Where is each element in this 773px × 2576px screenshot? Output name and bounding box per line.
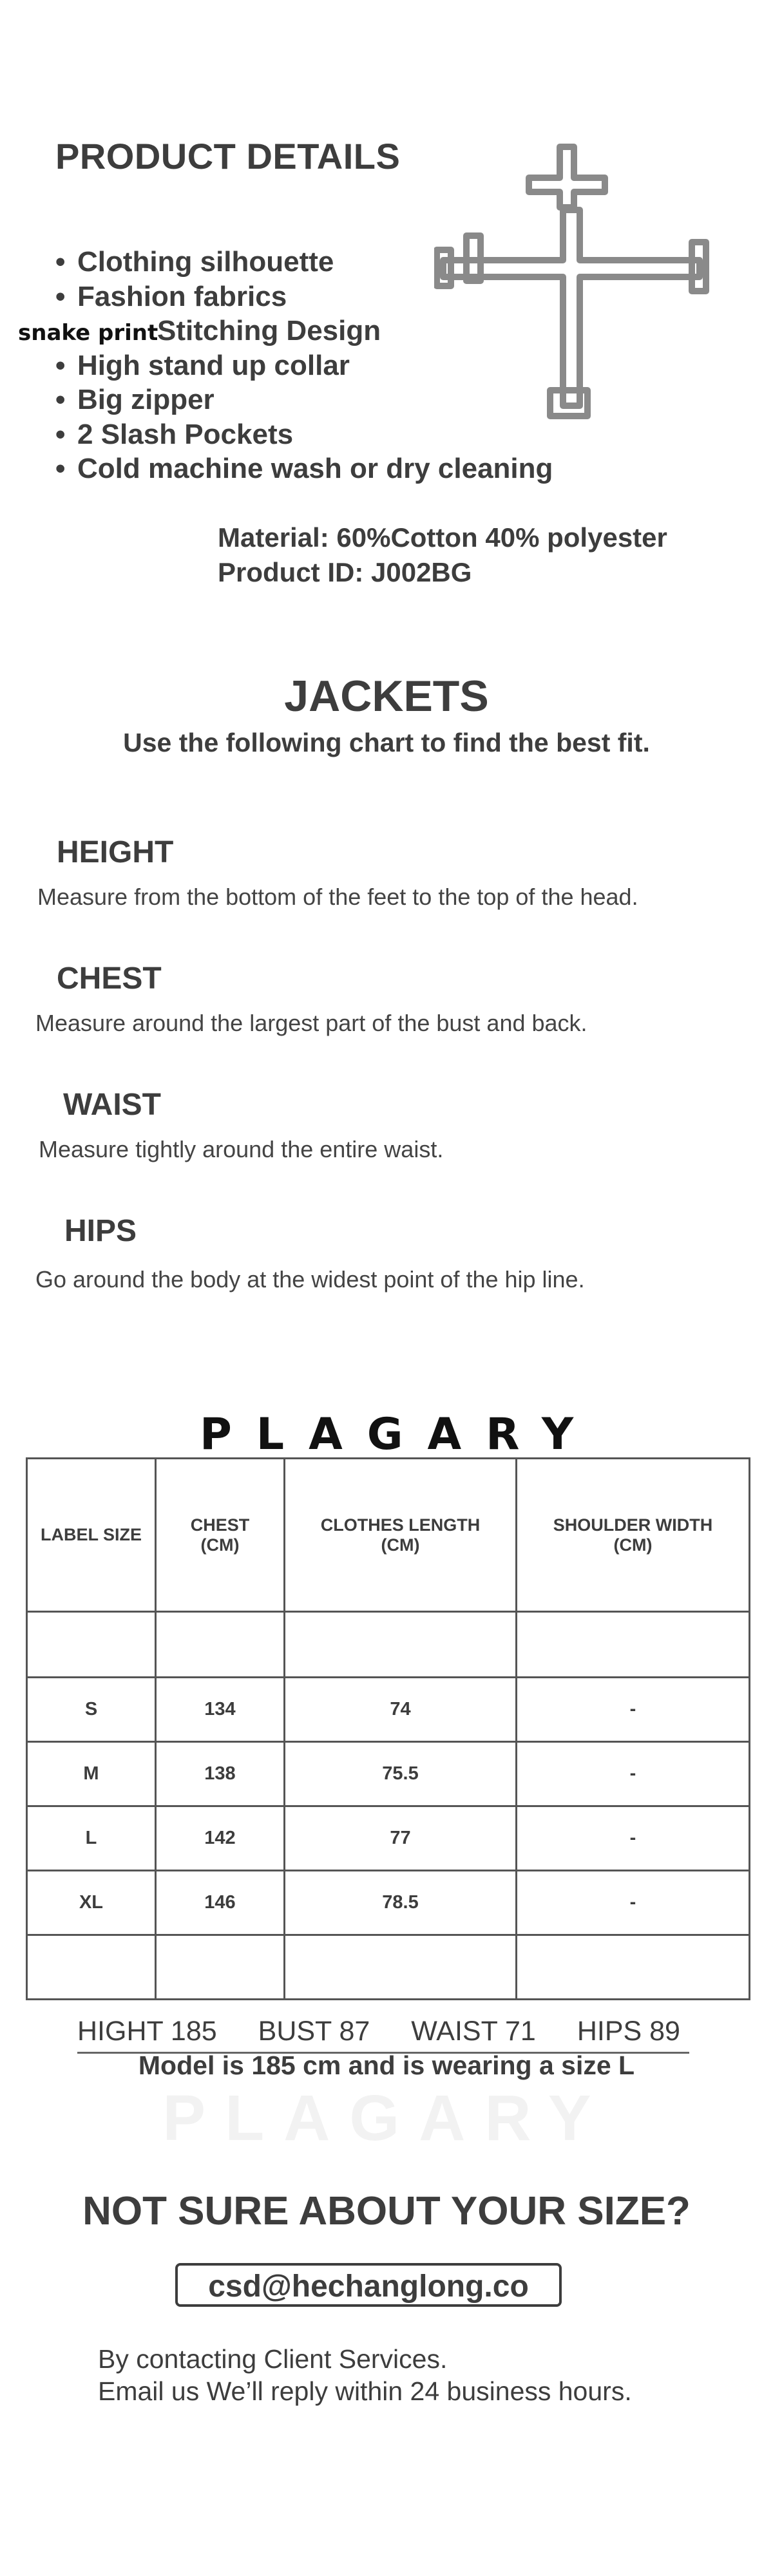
table-cell: 134	[156, 1678, 285, 1742]
measure-text-waist: Measure tightly around the entire waist.	[39, 1136, 444, 1162]
list-item: • Cold machine wash or dry cleaning	[55, 453, 553, 484]
measure-text-height: Measure from the bottom of the feet to the top of the head.	[37, 884, 638, 910]
measure-heading-chest: CHEST	[57, 961, 162, 996]
table-header-cell: LABEL SIZE	[27, 1459, 156, 1612]
table-header-cell: SHOULDER WIDTH (CM)	[517, 1459, 750, 1612]
brand-logo: PLAGARY	[199, 1409, 598, 1460]
list-item: • Fashion fabrics	[55, 280, 287, 312]
table-row	[27, 1806, 750, 1871]
email-link[interactable]: csd@hechanglong.co	[175, 2263, 562, 2307]
measure-text-chest: Measure around the largest part of the bust and back.	[35, 1010, 587, 1036]
table-cell	[27, 1612, 156, 1678]
table-cell: XL	[27, 1871, 156, 1935]
section-title: JACKETS	[284, 672, 489, 721]
table-cell: 138	[156, 1742, 285, 1806]
measure-heading-waist: WAIST	[63, 1088, 161, 1122]
size-chart-table	[26, 1457, 750, 2000]
table-cell	[285, 1935, 517, 2000]
table-cell	[517, 1612, 750, 1678]
table-cell: S	[27, 1678, 156, 1742]
double-cross-icon	[434, 139, 718, 422]
table-cell: 142	[156, 1806, 285, 1871]
table-cell	[517, 1935, 750, 2000]
table-cell	[285, 1612, 517, 1678]
measure-text-hips: Go around the body at the widest point of the hip line.	[35, 1266, 585, 1293]
material-info	[218, 520, 667, 590]
list-item: • 2 Slash Pockets	[55, 418, 294, 450]
section-subtitle: Use the following chart to find the best fit.	[123, 728, 650, 757]
table-cell: -	[517, 1806, 750, 1871]
size-help-title: NOT SURE ABOUT YOUR SIZE?	[82, 2189, 691, 2233]
list-item-label: Stitching Design	[157, 315, 381, 346]
table-cell: -	[517, 1871, 750, 1935]
table-cell: L	[27, 1806, 156, 1871]
model-note: Model is 185 cm and is wearing a size L	[138, 2050, 635, 2080]
list-item-label: High stand up collar	[77, 349, 350, 381]
table-cell: 77	[285, 1806, 517, 1871]
table-row	[27, 1742, 750, 1806]
table-cell: 78.5	[285, 1871, 517, 1935]
measure-heading-height: HEIGHT	[57, 835, 174, 869]
table-cell: 146	[156, 1871, 285, 1935]
list-item-label: 2 Slash Pockets	[77, 418, 294, 450]
list-item-label: Fashion fabrics	[77, 280, 287, 312]
table-cell: -	[517, 1742, 750, 1806]
model-height: HIGHT 185	[77, 2016, 217, 2047]
list-item: • Clothing silhouette	[55, 246, 334, 278]
table-cell: 75.5	[285, 1742, 517, 1806]
contact-text: By contacting Client Services.	[98, 2344, 448, 2374]
table-row	[27, 1935, 750, 2000]
model-measurements	[77, 2016, 696, 2047]
table-cell	[156, 1612, 285, 1678]
table-header-cell: CHEST (CM)	[156, 1459, 285, 1612]
table-row	[27, 1678, 750, 1742]
model-bust: BUST 87	[258, 2016, 370, 2047]
brand-watermark: PLAGARY	[162, 2082, 611, 2154]
table-cell: 74	[285, 1678, 517, 1742]
table-cell	[27, 1935, 156, 2000]
model-hips: HIPS 89	[577, 2016, 680, 2047]
list-item-label: Cold machine wash or dry cleaning	[77, 453, 553, 484]
table-cell	[156, 1935, 285, 2000]
list-item: • Big zipper	[55, 384, 215, 415]
product-id: Product ID: J002BG	[218, 557, 472, 587]
list-item-label: Clothing silhouette	[77, 246, 334, 278]
table-header-row	[27, 1459, 750, 1612]
table-row	[27, 1612, 750, 1678]
table-cell: M	[27, 1742, 156, 1806]
model-waist: WAIST 71	[411, 2016, 536, 2047]
list-item: • High stand up collar	[55, 349, 350, 381]
material-text: Material: 60%Cotton 40% polyester	[218, 522, 667, 553]
measure-heading-hips: HIPS	[64, 1214, 137, 1248]
product-details-title: PRODUCT DETAILS	[55, 136, 401, 176]
list-item-label: Big zipper	[77, 384, 215, 415]
table-cell: -	[517, 1678, 750, 1742]
table-row	[27, 1871, 750, 1935]
contact-text: Email us We’ll reply within 24 business hours.	[98, 2376, 632, 2406]
snake-print-tag: snake print	[18, 320, 158, 346]
table-header-cell: CLOTHES LENGTH (CM)	[285, 1459, 517, 1612]
